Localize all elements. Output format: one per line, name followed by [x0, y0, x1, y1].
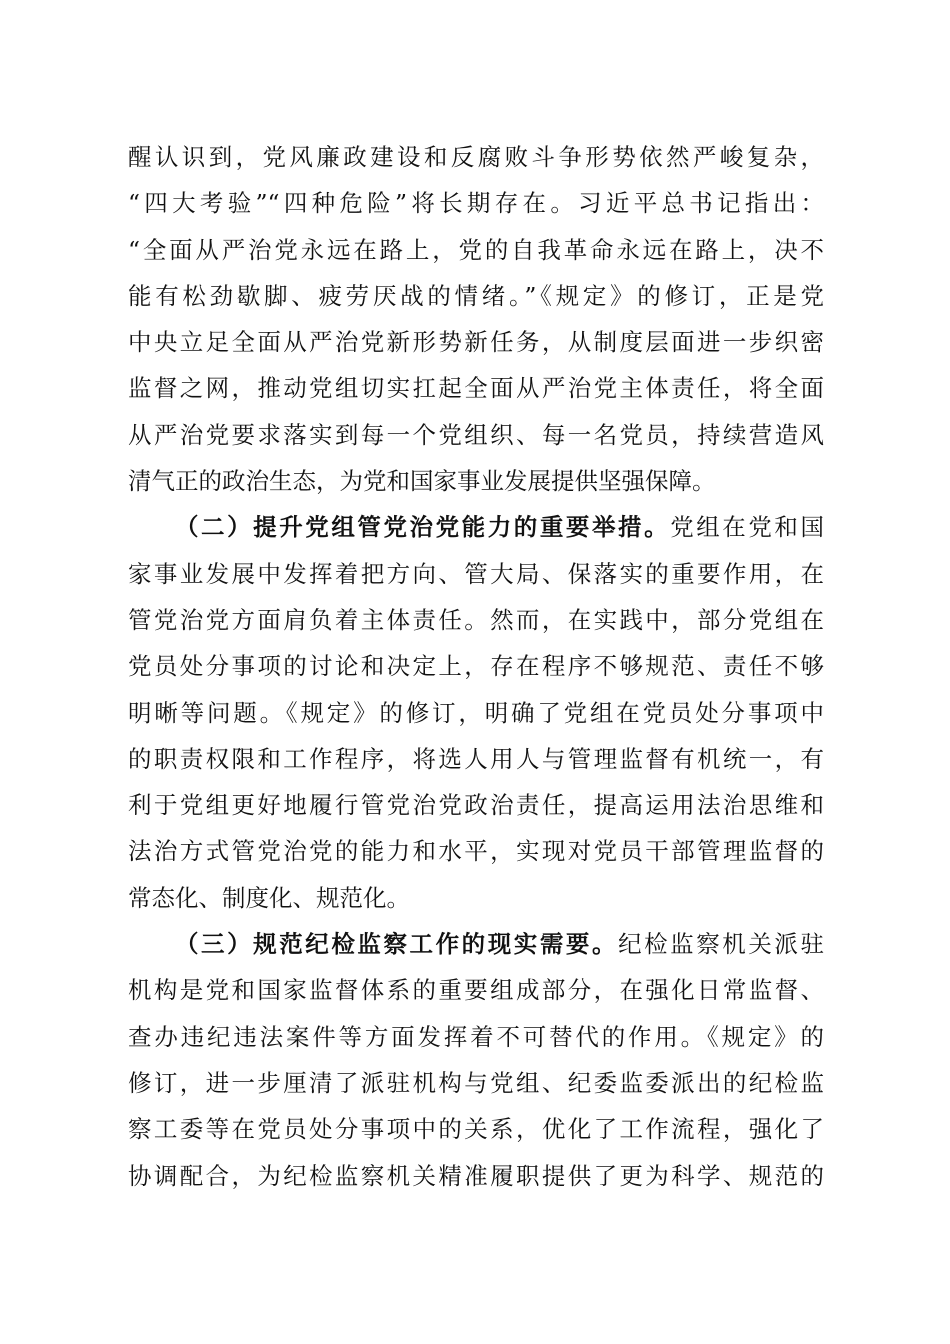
text-line: 修订，进一步厘清了派驻机构与党组、纪委监委派出的纪检监 [128, 1068, 824, 1097]
text-line: 醒认识到，党风廉政建设和反腐败斗争形势依然严峻复杂， [128, 143, 824, 171]
text-line: 协调配合，为纪检监察机关精准履职提供了更为科学、规范的 [128, 1161, 824, 1190]
text-segment: 党组在党和国 [670, 513, 824, 542]
paragraph-1 [128, 134, 824, 504]
text-line: 利于党组更好地履行管党治党政治责任，提高运用法治思维和 [128, 791, 824, 820]
text-line: 监督之网，推动党组切实扛起全面从严治党主体责任，将全面 [128, 374, 824, 403]
text-line: “全面从严治党永远在路上，党的自我革命永远在路上，决不 [128, 235, 824, 264]
paragraph-3 [128, 921, 824, 1199]
paragraph-first-line [128, 504, 824, 550]
text-segment: 纪检监察机关派驻 [618, 930, 824, 959]
paragraph-2 [128, 504, 824, 921]
text-line: 的职责权限和工作程序，将选人用人与管理监督有机统一，有 [128, 744, 824, 773]
text-line: 能有松劲歇脚、疲劳厌战的情绪。”《规定》的修订，正是党 [128, 281, 824, 310]
text-line: 察工委等在党员处分事项中的关系，优化了工作流程，强化了 [128, 1115, 824, 1144]
paragraph-first-line [128, 921, 824, 967]
section-heading: （三）规范纪检监察工作的现实需要。 [175, 930, 619, 959]
text-line: 清气正的政治生态，为党和国家事业发展提供坚强保障。 [128, 467, 716, 496]
text-line: 法治方式管党治党的能力和水平，实现对党员干部管理监督的 [128, 837, 824, 866]
text-line: 从严治党要求落实到每一个党组织、每一名党员，持续营造风 [128, 420, 824, 449]
text-line: 常态化、制度化、规范化。 [128, 883, 410, 912]
section-heading: （二）提升党组管党治党能力的重要举措。 [175, 513, 671, 542]
text-line: 中央立足全面从严治党新形势新任务，从制度层面进一步织密 [128, 328, 824, 357]
text-line: 明晰等问题。《规定》的修订，明确了党组在党员处分事项中 [128, 698, 824, 727]
document-body [128, 134, 824, 1199]
text-line: 查办违纪违法案件等方面发挥着不可替代的作用。《规定》的 [128, 1022, 824, 1051]
text-line: 党员处分事项的讨论和决定上，存在程序不够规范、责任不够 [128, 652, 824, 681]
text-line: 机构是党和国家监督体系的重要组成部分，在强化日常监督、 [128, 976, 824, 1005]
text-line: “四大考验”“四种危险”将长期存在。习近平总书记指出： [128, 189, 824, 218]
text-line: 管党治党方面肩负着主体责任。然而，在实践中，部分党组在 [128, 605, 824, 634]
text-line: 家事业发展中发挥着把方向、管大局、保落实的重要作用，在 [128, 559, 824, 588]
